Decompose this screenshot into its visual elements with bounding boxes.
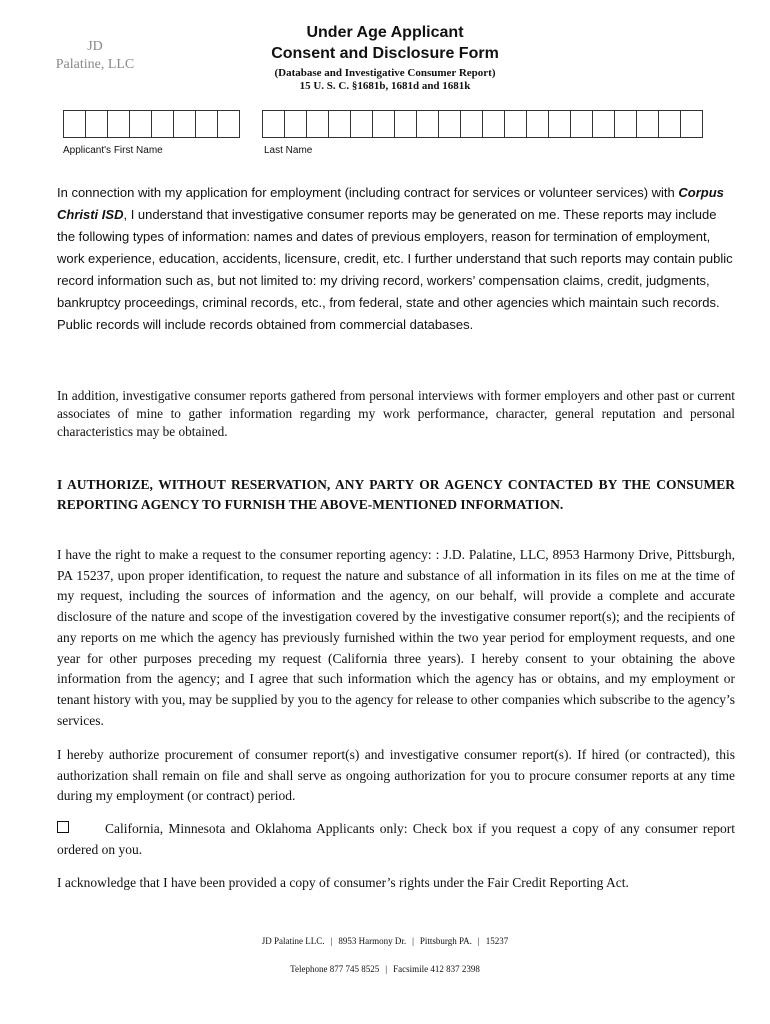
last-name-input[interactable] [262, 110, 703, 137]
footer-street: 8953 Harmony Dr. [338, 936, 407, 946]
authorization-statement: I AUTHORIZE, WITHOUT RESERVATION, ANY PARTY OR AGENCY CONTACTED BY THE CONSUMER REPORTING AGENCY TO FURNISH THE ABOVE-MENTIONED INFORMATION. [57, 477, 735, 512]
last-name-char-box[interactable] [504, 110, 526, 138]
para1-text-b: , I understand that investigative consumer reports may be generated on me. These reports may include the following types of information: names and dates of previous employers, reason for termination of employment, work experience, education, accidents, licensure, credit, etc. I further understand that such reports may contain public record information such as, but not limited to: my driving record, workers’ compensation claims, credit, judgments, bankruptcy proceedings, criminal records, etc., from federal, state and other agencies which maintain such records. Public records will include records obtained from commercial databases. [57, 207, 733, 332]
acknowledgement-paragraph: I acknowledge that I have been provided a copy of consumer’s rights under the Fair Credit Reporting Act. [57, 875, 629, 890]
form-title-line-1: Under Age Applicant [306, 24, 464, 41]
company-logo [40, 38, 150, 74]
form-subtitle-line-2: 15 U. S. C. §1681b, 1681d and 1681k [299, 80, 471, 92]
first-name-char-box[interactable] [85, 110, 107, 138]
last-name-char-box[interactable] [438, 110, 460, 138]
disclosure-paragraph-2: In addition, investigative consumer reports gathered from personal interviews with former employers and other past or current associates of mine to gather information regarding my work performance, character, general reputation and personal characteristics may be obtained. [57, 388, 735, 439]
footer-separator: | [477, 936, 480, 946]
last-name-char-box[interactable] [680, 110, 703, 138]
footer-contact [0, 964, 770, 974]
last-name-char-box[interactable] [460, 110, 482, 138]
last-name-char-box[interactable] [306, 110, 328, 138]
form-subtitle [240, 67, 530, 93]
logo-line-1: JD [87, 39, 103, 54]
footer-separator: | [385, 964, 388, 974]
last-name-char-box[interactable] [284, 110, 306, 138]
last-name-char-box[interactable] [328, 110, 350, 138]
copy-request-checkbox[interactable] [57, 821, 69, 833]
first-name-char-box[interactable] [173, 110, 195, 138]
footer-address [0, 936, 770, 946]
state-applicants-paragraph [57, 818, 735, 860]
state-applicants-text: California, Minnesota and Oklahoma Applicants only: Check box if you request a copy of any consumer report ordered on you. [57, 821, 735, 857]
last-name-char-box[interactable] [394, 110, 416, 138]
para1-text-a: In connection with my application for employment (including contract for services or volunteer services) with [57, 185, 679, 200]
last-name-label: Last Name [264, 145, 313, 156]
last-name-char-box[interactable] [548, 110, 570, 138]
rights-paragraph: I have the right to make a request to the consumer reporting agency: : J.D. Palatine, LLC, 8953 Harmony Drive, Pittsburgh, PA 15237, upon proper identification, to request the nature and substance of all information in its files on me at the time of my request, including the sources of information and the agency, on our behalf, will provide a complete and accurate disclosure of the nature and scope of the investigation covered by the investigative consumer report(s); and the recipients of any reports on me which the agency has previously furnished within the two year period for employment requests, and one year for other purposes preceding my request (California three years). I hereby consent to your obtaining the above information from the agency; and I agree that such information which the agency has or obtains, and my employment or tenant history with you, may be supplied by you to the agency for release to other companies which subscribe to the agency’s services. [57, 547, 735, 728]
form-title-line-2: Consent and Disclosure Form [271, 45, 499, 62]
employer-name: Corpus Christi ISD [57, 185, 724, 222]
last-name-char-box[interactable] [570, 110, 592, 138]
footer-separator: | [412, 936, 414, 946]
procurement-paragraph: I hereby authorize procurement of consumer report(s) and investigative consumer report(s). If hired (or contracted), this authorization shall remain on file and shall serve as ongoing authorization for you to procure consumer reports at any time during my employment (or contract) period. [57, 747, 735, 803]
form-subtitle-line-1: (Database and Investigative Consumer Report) [274, 67, 496, 79]
last-name-char-box[interactable] [636, 110, 658, 138]
footer-company: JD Palatine LLC. [261, 936, 325, 946]
footer-zip: 15237 [485, 936, 509, 946]
last-name-char-box[interactable] [262, 110, 284, 138]
first-name-label: Applicant's First Name [63, 145, 163, 156]
first-name-char-box[interactable] [107, 110, 129, 138]
first-name-char-box[interactable] [63, 110, 85, 138]
last-name-char-box[interactable] [482, 110, 504, 138]
last-name-char-box[interactable] [372, 110, 394, 138]
form-title [240, 22, 530, 64]
footer-facsimile: Facsimile 412 837 2398 [393, 964, 480, 974]
last-name-char-box[interactable] [614, 110, 636, 138]
first-name-input[interactable] [63, 110, 240, 137]
last-name-char-box[interactable] [416, 110, 438, 138]
last-name-char-box[interactable] [592, 110, 614, 138]
first-name-char-box[interactable] [129, 110, 151, 138]
first-name-char-box[interactable] [195, 110, 217, 138]
logo-line-2: Palatine, LLC [55, 57, 135, 72]
first-name-char-box[interactable] [217, 110, 240, 138]
disclosure-paragraph-1 [57, 182, 737, 336]
footer-city: Pittsburgh PA. [419, 936, 472, 946]
footer-telephone: Telephone 877 745 8525 [290, 964, 380, 974]
footer-separator: | [330, 936, 333, 946]
last-name-char-box[interactable] [658, 110, 680, 138]
last-name-char-box[interactable] [526, 110, 548, 138]
last-name-char-box[interactable] [350, 110, 372, 138]
first-name-char-box[interactable] [151, 110, 173, 138]
